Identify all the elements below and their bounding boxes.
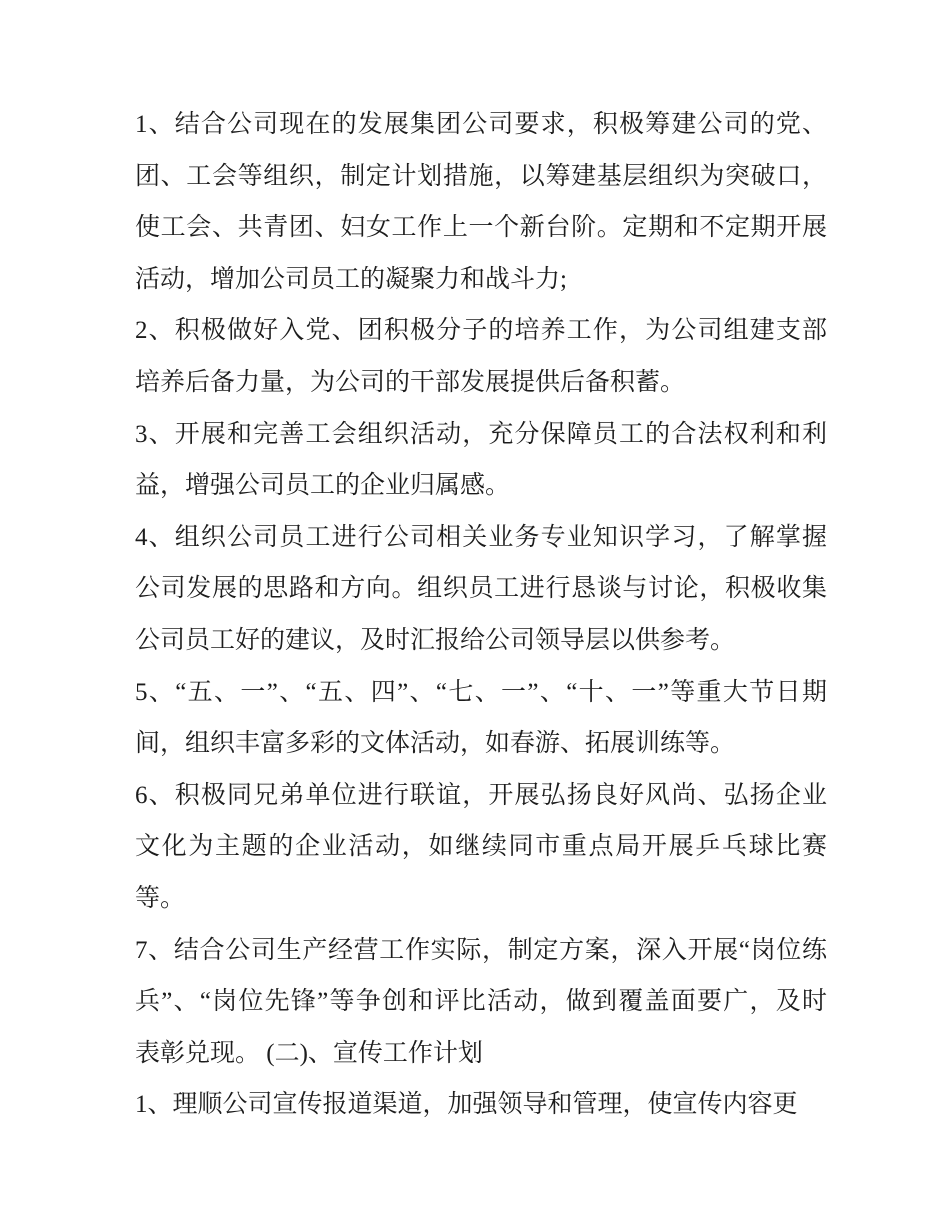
paragraph-1 xyxy=(135,99,827,305)
paragraph-4 xyxy=(135,512,827,667)
text-line: 3、开展和完善工会组织活动，充分保障员工的合法权利和利 xyxy=(135,420,827,448)
text-line: 等。 xyxy=(135,884,186,912)
text-line: 团、工会等组织，制定计划措施，以筹建基层组织为突破口， xyxy=(135,162,827,190)
text-line: 4、组织公司员工进行公司相关业务专业知识学习，了解掌握 xyxy=(135,523,827,551)
paragraph-8 xyxy=(135,1079,827,1131)
document-text xyxy=(135,99,827,1131)
text-line: 间，组织丰富多彩的文体活动，如春游、拓展训练等。 xyxy=(135,730,736,758)
text-line: 益，增强公司员工的企业归属感。 xyxy=(135,472,511,500)
paragraph-2 xyxy=(135,305,827,408)
text-line: 2、积极做好入党、团积极分子的培养工作，为公司组建支部 xyxy=(135,317,827,345)
text-line: 5、“五、一”、“五、四”、“七、一”、“十、一”等重大节日期 xyxy=(135,678,827,706)
text-line: 公司员工好的建议，及时汇报给公司领导层以供参考。 xyxy=(135,626,736,654)
text-line: 文化为主题的企业活动，如继续同市重点局开展乒乓球比赛 xyxy=(135,833,827,861)
paragraph-7 xyxy=(135,925,827,1080)
text-line: 7、结合公司生产经营工作实际，制定方案，深入开展“岗位练 xyxy=(135,936,827,964)
text-line: 使工会、共青团、妇女工作上一个新台阶。定期和不定期开展 xyxy=(135,214,827,242)
text-line: 表彰兑现。 (二)、宣传工作计划 xyxy=(135,1039,483,1067)
paragraph-5 xyxy=(135,667,827,770)
text-line: 1、理顺公司宣传报道渠道，加强领导和管理，使宣传内容更 xyxy=(135,1091,798,1119)
text-line: 兵”、“岗位先锋”等争创和评比活动，做到覆盖面要广，及时 xyxy=(135,988,827,1016)
text-line: 6、积极同兄弟单位进行联谊，开展弘扬良好风尚、弘扬企业 xyxy=(135,781,827,809)
text-line: 公司发展的思路和方向。组织员工进行恳谈与讨论，积极收集 xyxy=(135,575,827,603)
text-line: 1、结合公司现在的发展集团公司要求，积极筹建公司的党、 xyxy=(135,111,827,138)
paragraph-6 xyxy=(135,770,827,925)
paragraph-3 xyxy=(135,409,827,512)
text-line: 活动，增加公司员工的凝聚力和战斗力; xyxy=(135,265,567,293)
text-line: 培养后备力量，为公司的干部发展提供后备积蓄。 xyxy=(135,368,686,396)
